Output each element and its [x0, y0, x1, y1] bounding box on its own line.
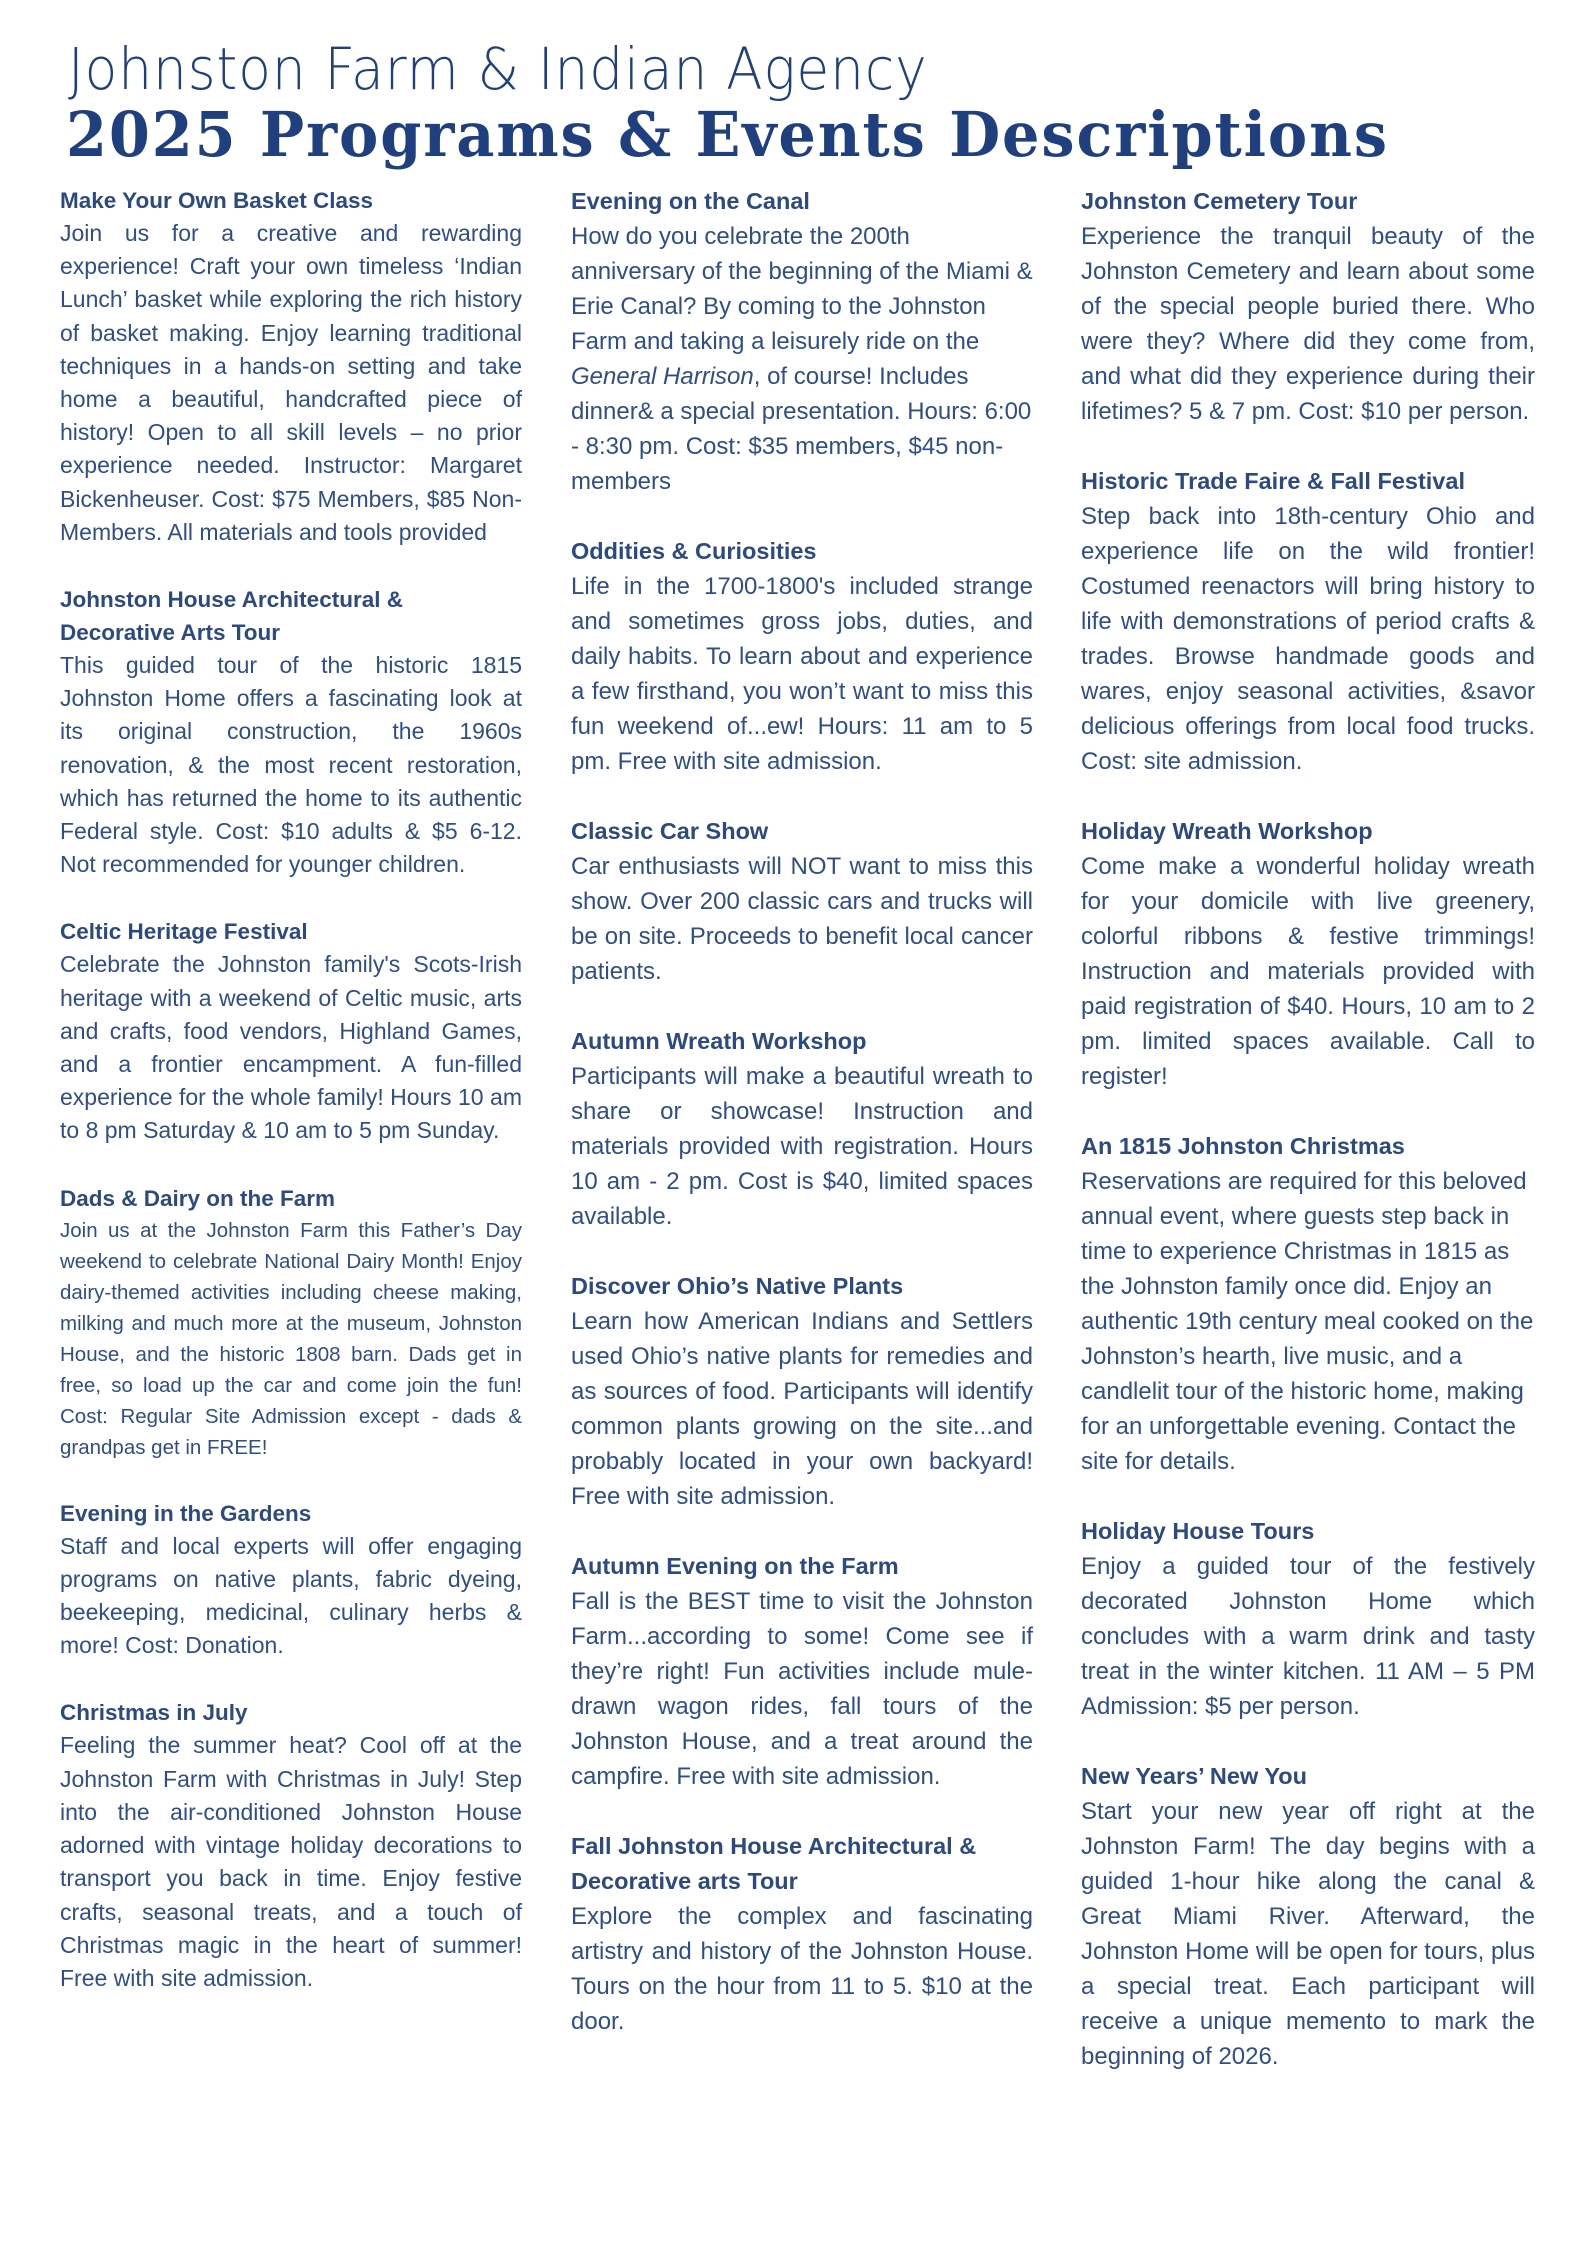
event-description: Car enthusiasts will NOT want to miss this show. Over 200 classic cars and trucks will be on site. Proceeds to benefit local cancer patients.	[571, 853, 1033, 985]
event-description-part1: How do you celebrate the 200th anniversary of the beginning of the Miami & Erie Canal? By coming to the Johnston Farm and taking a leisurely ride on the	[571, 223, 1033, 355]
event-title: An 1815 Johnston Christmas	[1081, 1133, 1405, 1159]
event-title: Celtic Heritage Festival	[60, 919, 308, 945]
column-middle	[571, 184, 1033, 2039]
event-description: Start your new year off right at the Johnston Farm! The day begins with a guided 1-hour hike along the canal & Great Miami River. Afterward, the Johnston Home will be open for tours, plus a special treat. Each participant will receive a unique memento to mark the beginning of 2026.	[1081, 1798, 1535, 2070]
event-description-part2: , of course! Includes dinner& a special presentation. Hours: 6:00 - 8:30 pm. Cost: $35 members, $45 non-members	[571, 363, 1032, 495]
event-new-years	[1081, 1759, 1535, 2074]
event-description	[571, 219, 1033, 499]
event-description: Staff and local experts will offer engaging programs on native plants, fabric dyeing, beekeeping, medicinal, culinary herbs & more! Cost: Donation.	[60, 1532, 522, 1659]
column-right	[1081, 184, 1535, 2074]
event-architectural-tour	[60, 583, 522, 881]
event-dads-dairy	[60, 1182, 522, 1463]
event-description: Join us at the Johnston Farm this Father’s Day weekend to celebrate National Dairy Month! Enjoy dairy-themed activities including cheese making, milking and much more at the museum, Johnston House, and the historic 1808 barn. Dads get in free, so load up the car and come join the fun! Cost: Regular Site Admission except - dads & grandpas get in FREE!	[60, 1218, 522, 1459]
event-title: Discover Ohio’s Native Plants	[571, 1273, 904, 1299]
event-cemetery-tour	[1081, 184, 1535, 429]
event-description: Participants will make a beautiful wreath to share or showcase! Instruction and materials provided with registration. Hours 10 am - 2 pm. Cost is $40, limited spaces available.	[571, 1063, 1033, 1230]
event-description: Life in the 1700-1800's included strange and sometimes gross jobs, duties, and daily habits. To learn about and experience a few firsthand, you won’t want to miss this fun weekend of...ew! Hours: 11 am to 5 pm. Free with site admission.	[571, 573, 1033, 775]
event-basket-class	[60, 184, 522, 549]
event-holiday-wreath	[1081, 814, 1535, 1094]
header-title-line1: Johnston Farm & Indian Agency	[68, 35, 928, 103]
event-native-plants	[571, 1269, 1033, 1514]
event-description: Fall is the BEST time to visit the Johnston Farm...according to some! Come see if they’re right! Fun activities include mule-drawn wagon rides, fall tours of the Johnston House, and a treat around the campfire. Free with site admission.	[571, 1588, 1033, 1790]
boat-name: General Harrison	[571, 363, 754, 390]
event-evening-gardens	[60, 1497, 522, 1663]
event-oddities	[571, 534, 1033, 779]
event-holiday-house-tours	[1081, 1514, 1535, 1724]
event-title: Fall Johnston House Architectural & Decorative arts Tour	[571, 1833, 977, 1894]
event-title: Dads & Dairy on the Farm	[60, 1185, 336, 1211]
event-title: Johnston House Architectural & Decorative Arts Tour	[60, 587, 403, 646]
event-title: Classic Car Show	[571, 818, 769, 844]
event-title: Historic Trade Faire & Fall Festival	[1081, 468, 1465, 494]
event-title: Make Your Own Basket Class	[60, 188, 374, 213]
event-description: Learn how American Indians and Settlers used Ohio’s native plants for remedies and as sources of food. Participants will identify common plants growing on the site...and probably located in your own backyard! Free with site admission.	[571, 1308, 1033, 1510]
event-title: Holiday Wreath Workshop	[1081, 818, 1373, 844]
event-title: Holiday House Tours	[1081, 1518, 1315, 1544]
event-description: Step back into 18th-century Ohio and experience life on the wild frontier! Costumed reenactors will bring history to life with demonstrations of period crafts & trades. Browse handmade goods and wares, enjoy seasonal activities, &savor delicious offerings from local food trucks. Cost: site admission.	[1081, 503, 1535, 775]
event-1815-christmas	[1081, 1129, 1535, 1479]
event-description: Feeling the summer heat? Cool off at the Johnston Farm with Christmas in July! Step into the air-conditioned Johnston House adorned with vintage holiday decorations to transport you back in time. Enjoy festive crafts, seasonal treats, and a touch of Christmas magic in the heart of summer! Free with site admission.	[60, 1732, 522, 1991]
event-title: New Years’ New You	[1081, 1763, 1307, 1789]
event-christmas-july	[60, 1696, 522, 1995]
event-description: Experience the tranquil beauty of the Johnston Cemetery and learn about some of the special people buried there. Who were they? Where did they come from, and what did they experience during their lifetimes? 5 & 7 pm. Cost: $10 per person.	[1081, 223, 1535, 425]
event-title: Autumn Wreath Workshop	[571, 1028, 867, 1054]
event-title: Christmas in July	[60, 1700, 248, 1726]
event-description: Come make a wonderful holiday wreath for your domicile with live greenery, colorful ribbons & festive trimmings! Instruction and materials provided with paid registration of $40. Hours, 10 am to 2 pm. limited spaces available. Call to register!	[1081, 853, 1535, 1090]
event-evening-canal	[571, 184, 1033, 499]
event-description: Join us for a creative and rewarding experience! Craft your own timeless ‘Indian Lunch’ basket while exploring the rich history of basket making. Enjoy learning traditional techniques in a hands-on setting and take home a beautiful, handcrafted piece of history! Open to all skill levels – no prior experience needed. Instructor: Margaret Bickenheuser. Cost: $75 Members, $85 Non-Members. All materials and tools provided	[60, 220, 522, 545]
event-celtic-festival	[60, 915, 522, 1147]
event-fall-architectural-tour	[571, 1829, 1033, 2039]
event-description: Enjoy a guided tour of the festively decorated Johnston Home which concludes with a warm drink and tasty treat in the winter kitchen. 11 AM – 5 PM Admission: $5 per person.	[1081, 1553, 1535, 1720]
event-autumn-wreath	[571, 1024, 1033, 1234]
event-autumn-evening	[571, 1549, 1033, 1794]
event-description: Celebrate the Johnston family's Scots-Irish heritage with a weekend of Celtic music, arts and crafts, food vendors, Highland Games, and a frontier encampment. A fun-filled experience for the whole family! Hours 10 am to 8 pm Saturday & 10 am to 5 pm Sunday.	[60, 951, 522, 1144]
event-title: Oddities & Curiosities	[571, 538, 817, 564]
event-title: Evening in the Gardens	[60, 1500, 312, 1526]
event-title: Johnston Cemetery Tour	[1081, 188, 1358, 214]
event-description: Explore the complex and fascinating artistry and history of the Johnston House. Tours on the hour from 11 to 5. $10 at the door.	[571, 1903, 1033, 2035]
column-left	[60, 184, 522, 1995]
event-car-show	[571, 814, 1033, 989]
event-title: Autumn Evening on the Farm	[571, 1553, 899, 1579]
event-description: Reservations are required for this beloved annual event, where guests step back in time to experience Christmas in 1815 as the Johnston family once did. Enjoy an authentic 19th century meal cooked on the Johnston’s hearth, live music, and a candlelit tour of the historic home, making for an unforgettable evening. Contact the site for details.	[1081, 1168, 1534, 1475]
event-description: This guided tour of the historic 1815 Johnston Home offers a fascinating look at its original construction, the 1960s renovation, & the most recent restoration, which has returned the home to its authentic Federal style. Cost: $10 adults & $5 6-12. Not recommended for younger children.	[60, 652, 522, 878]
header-title-line2: 2025 Programs & Events Descriptions	[66, 98, 1389, 171]
event-trade-faire	[1081, 464, 1535, 779]
event-title: Evening on the Canal	[571, 188, 810, 214]
